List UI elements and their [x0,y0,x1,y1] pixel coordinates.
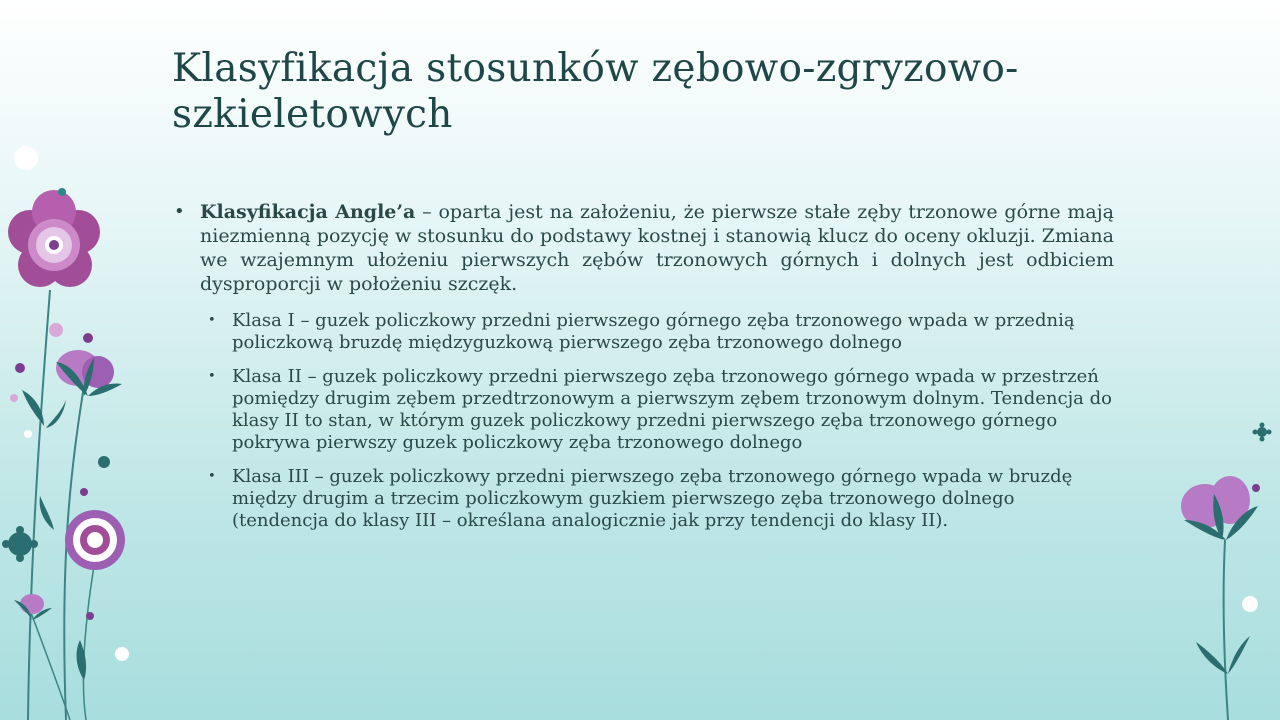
dot-teal-2 [98,456,110,468]
main-bullet-lead: Klasyfikacja Angle’a [200,201,416,223]
bullet-glyph: • [208,369,216,384]
dot-purple-3 [80,488,88,496]
main-bullet [174,200,1114,296]
stem-left-2 [64,380,85,720]
dot-purple-1 [83,333,93,343]
dot-white-1 [24,430,32,438]
flower-large-top-left [8,190,100,287]
star-teal-left [2,526,38,562]
dot-purple-right [1252,484,1260,492]
dot-purple-4 [86,612,94,620]
bullet-glyph: • [208,313,216,328]
flower-tulip-right [1181,476,1258,540]
dot-white-right [1242,596,1258,612]
stem-left-4 [30,610,70,720]
dot-teal-1 [58,188,66,196]
bullet-glyph: • [174,201,185,222]
slide-content [174,200,1114,544]
sub-bullet-list [174,310,1114,532]
flower-ring-left [65,510,125,570]
sub-bullet-text: Klasa III – guzek policzkowy przedni pierwszego zęba trzonowego górnego wpada w bruzdę między drugim a trzecim policzkowym guzkiem pierwszego zęba trzonowego dolnego (tendencja do klasy III – określana analogicznie jak przy tendencji do klasy II). [232,466,1073,531]
stem-left-1 [28,290,50,720]
dot-white-3 [14,146,38,170]
flower-tulip-left [56,350,122,396]
sub-bullet-class-2 [174,366,1114,454]
dot-pink-2 [10,394,18,402]
star-teal-right [1253,423,1272,442]
stem-left-3 [83,560,95,720]
flower-bud-left [14,594,52,620]
sub-bullet-text: Klasa II – guzek policzkowy przedni pierwszego zęba trzonowego górnego wpada w przestrzeń pomiędzy drugim zębem przedtrzonowym a pierwszym zębem trzonowym dolnym. Tendencja do klasy II to stan, w którym guzek policzkowy przedni pierwszego zęba trzonowego górnego pokrywa pierwszy guzek policzkowy zęba trzonowego dolnego [232,366,1112,453]
leaf-right-1 [1196,642,1228,674]
leaf-left-4 [77,640,87,680]
main-bullet-text: – oparta jest na założeniu, że pierwsze stałe zęby trzonowe górne mają niezmienną pozycję w stosunku do podstawy kostnej i stanowią klucz do oceny okluzji. Zmiana we wzajemnym ułożeniu pierwszych zębów trzonowych górnych i dolnych jest odbiciem dysproporcji w położeniu szczęk. [200,201,1114,295]
dot-white-2 [115,647,129,661]
bullet-glyph: • [208,469,216,484]
leaf-left-2 [46,400,66,428]
dot-purple-2 [15,363,25,373]
leaf-left-1 [22,390,44,426]
sub-bullet-class-1 [174,310,1114,354]
sub-bullet-text: Klasa I – guzek policzkowy przedni pierwszego górnego zęba trzonowego wpada w przednią policzkową bruzdę międzyguzkową pierwszego zęba trzonowego dolnego [232,310,1075,353]
stem-right-1 [1224,540,1228,720]
sub-bullet-class-3 [174,466,1114,532]
slide-title: Klasyfikacja stosunków zębowo-zgryzowo-szkieletowych [172,46,1019,137]
leaf-left-3 [40,496,54,530]
dot-pink-1 [49,323,63,337]
leaf-right-2 [1228,636,1250,674]
